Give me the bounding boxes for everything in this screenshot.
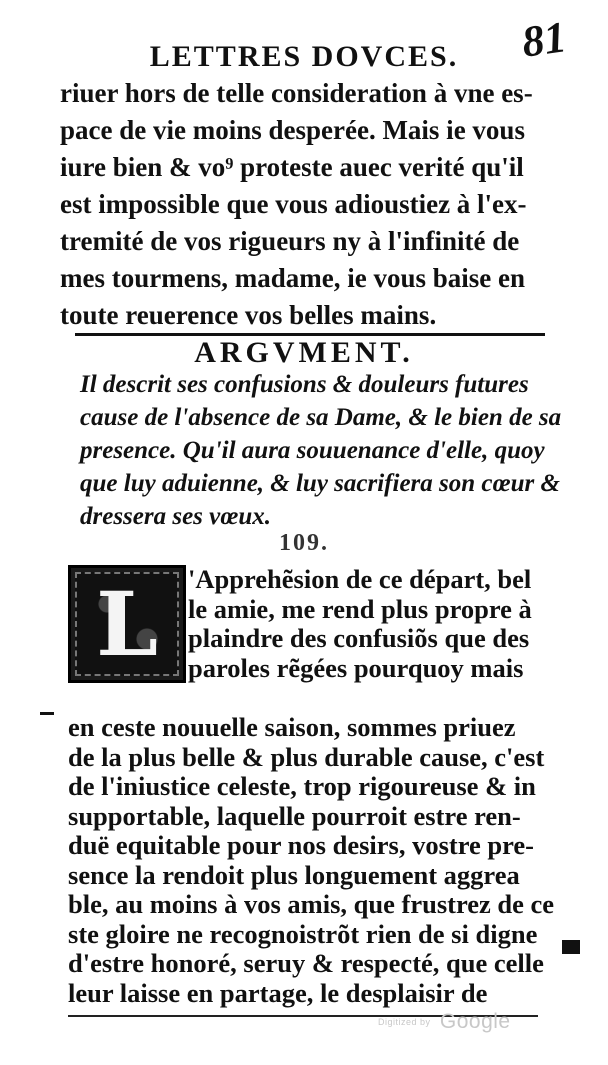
text-line: riuer hors de telle consideration à vne es- (60, 78, 533, 108)
text-line: en ceste nouuelle saison, sommes priuez (68, 712, 516, 742)
text-line: sence la rendoit plus longuement aggrea (68, 859, 520, 890)
drop-cap-letter: L (96, 572, 158, 676)
text-line: pace de vie moins desperée. Mais ie vous (60, 115, 525, 145)
watermark-prefix: Digitized by (378, 1017, 431, 1028)
text-line: leur laisse en partage, le desplaisir de (68, 977, 488, 1008)
text-line: d'estre honoré, seruy & respecté, que celle (68, 948, 544, 978)
text-line: ste gloire ne recognoistrõt rien de si digne (68, 918, 538, 949)
previous-letter-ending (60, 75, 550, 334)
letter-opening-lines (188, 565, 568, 683)
text-line: 'Apprehẽsion de ce départ, bel (188, 564, 532, 594)
argument-line: Il descrit ses confusions & douleurs futures (80, 371, 529, 398)
argument-heading: ARGVMENT. (194, 336, 414, 369)
ornamental-drop-cap (68, 565, 186, 683)
running-head: LETTRES DOVCES. (149, 40, 459, 73)
argument-line: dressera ses vœux. (80, 503, 271, 530)
argument-line: que luy aduienne, & luy sacrifiera son cœur & (80, 470, 560, 497)
letter-body (68, 713, 568, 1008)
scan-artifact (562, 940, 580, 954)
text-line: mes tourmens, madame, ie vous baise en (60, 263, 525, 293)
text-line: est impossible que vous adioustiez à l'ex- (60, 189, 527, 219)
watermark-brand: Google (439, 1010, 511, 1033)
digitization-watermark (378, 1010, 511, 1034)
letter-number: 109. (279, 530, 329, 556)
drop-cap-ornament (75, 572, 179, 676)
text-line: supportable, laquelle pourroit estre ren- (68, 800, 521, 831)
text-line: de l'iniustice celeste, trop rigoureuse & in (68, 771, 536, 801)
scan-artifact (40, 712, 54, 715)
text-line: toute reuerence vos belles mains. (60, 300, 437, 330)
argument-summary (80, 368, 560, 533)
text-line: le amie, me rend plus propre à (188, 593, 532, 624)
text-line: ble, au moins à vos amis, que frustrez de ce (68, 889, 555, 919)
text-line: de la plus belle & plus durable cause, c'est (68, 741, 545, 772)
argument-line: presence. Qu'il aura souuenance d'elle, quoy (80, 437, 545, 464)
text-line: paroles rẽgées pourquoy mais (188, 652, 524, 683)
text-line: plaindre des confusiõs que des (188, 623, 530, 653)
text-line: tremité de vos rigueurs ny à l'infinité de (60, 226, 520, 256)
text-line: duë equitable pour nos desirs, vostre pre- (68, 830, 535, 860)
page-number: 81 (518, 12, 570, 67)
argument-line: cause de l'absence de sa Dame, & le bien de sa (80, 404, 562, 431)
text-line: iure bien & vo⁹ proteste auec verité qu'il (60, 152, 524, 182)
